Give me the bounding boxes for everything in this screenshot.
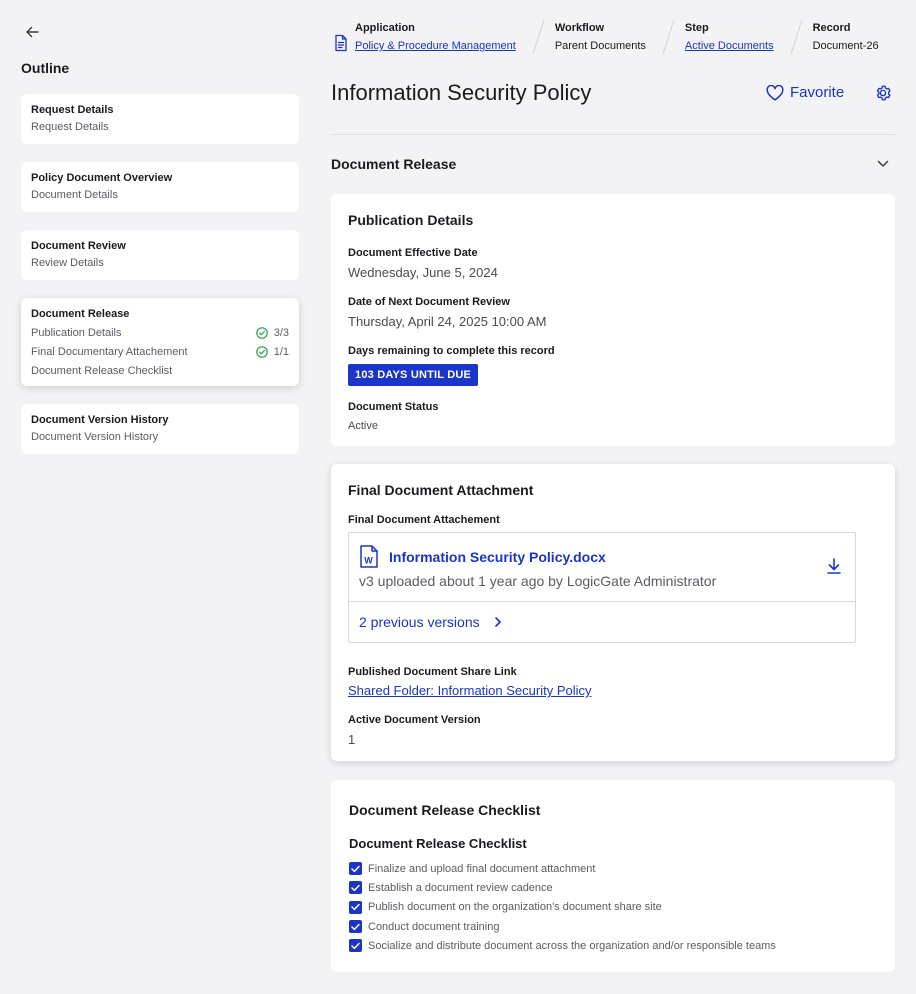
checkmark-icon bbox=[351, 865, 360, 873]
next-review-field bbox=[348, 295, 878, 330]
field-value: Thursday, April 24, 2025 10:00 AM bbox=[348, 314, 547, 329]
outline-subitem-release-checklist[interactable] bbox=[31, 364, 289, 378]
workflow-value: Parent Documents bbox=[554, 40, 646, 52]
field-label: Active Document Version bbox=[348, 714, 481, 726]
breadcrumb-label: Application bbox=[355, 22, 415, 34]
card-title: Publication Details bbox=[348, 212, 474, 228]
download-button[interactable] bbox=[825, 557, 843, 575]
checklist-item bbox=[349, 917, 877, 936]
breadcrumb-label: Workflow bbox=[554, 22, 605, 34]
outline-subitem-label: Document Release Checklist bbox=[31, 365, 173, 377]
checklist-item-label: Establish a document review cadence bbox=[368, 881, 553, 894]
completion-status bbox=[256, 326, 289, 340]
card-title: Final Document Attachment bbox=[348, 482, 534, 498]
breadcrumb-application bbox=[331, 20, 516, 56]
field-value: Wednesday, June 5, 2024 bbox=[348, 265, 498, 280]
days-remaining-field bbox=[348, 344, 878, 386]
field-label: Date of Next Document Review bbox=[348, 296, 510, 308]
checkbox-checked[interactable] bbox=[349, 862, 362, 875]
final-document-attachment-card bbox=[331, 464, 895, 761]
breadcrumb-separator bbox=[662, 20, 674, 54]
outline-title: Outline bbox=[21, 60, 70, 76]
heart-icon bbox=[766, 85, 784, 101]
outline-subitem-label: Publication Details bbox=[31, 327, 122, 339]
breadcrumb-label: Step bbox=[684, 22, 709, 34]
breadcrumb bbox=[331, 20, 879, 56]
breadcrumb-step bbox=[685, 20, 774, 56]
outline-subitem[interactable] bbox=[31, 120, 289, 134]
check-circle-icon bbox=[256, 346, 268, 358]
outline-item-title: Document Version History bbox=[31, 414, 169, 426]
outline-subitem-label: Final Documentary Attachement bbox=[31, 346, 188, 358]
back-button[interactable] bbox=[20, 20, 44, 44]
completion-status bbox=[256, 345, 289, 359]
outline-list bbox=[21, 94, 299, 472]
due-badge: 103 DAYS UNTIL DUE bbox=[348, 364, 478, 386]
outline-item-policy-document-overview[interactable] bbox=[21, 162, 299, 212]
outline-item-document-release[interactable] bbox=[21, 298, 299, 386]
breadcrumb-record bbox=[813, 20, 879, 56]
download-icon bbox=[825, 557, 843, 575]
word-document-icon bbox=[359, 545, 379, 568]
outline-item-title: Document Review bbox=[31, 240, 126, 252]
outline-item-title: Document Release bbox=[31, 308, 130, 320]
gear-icon bbox=[874, 84, 892, 102]
breadcrumb-separator bbox=[532, 20, 544, 54]
svg-text:W: W bbox=[364, 555, 373, 566]
checklist-item bbox=[349, 859, 877, 878]
arrow-left-icon bbox=[25, 25, 39, 39]
publication-details-card bbox=[331, 194, 895, 446]
outline-subitem-label: Document Version History bbox=[31, 431, 159, 443]
outline-subitem-final-attachment[interactable] bbox=[31, 345, 289, 359]
outline-subitem-label: Review Details bbox=[31, 257, 104, 269]
breadcrumb-label: Record bbox=[812, 22, 851, 34]
outline-item-title: Policy Document Overview bbox=[31, 172, 173, 184]
share-link-field bbox=[348, 665, 878, 699]
checklist bbox=[349, 859, 877, 955]
section-title: Document Release bbox=[331, 156, 457, 172]
checkbox-checked[interactable] bbox=[349, 881, 362, 894]
checkbox-checked[interactable] bbox=[349, 901, 362, 914]
file-current-version bbox=[349, 533, 855, 602]
active-version-field bbox=[348, 713, 878, 748]
chevron-right-icon bbox=[494, 616, 502, 628]
checkmark-icon bbox=[351, 942, 360, 950]
checkbox-checked[interactable] bbox=[349, 939, 362, 952]
favorite-label: Favorite bbox=[790, 84, 845, 101]
checkmark-icon bbox=[351, 903, 360, 911]
breadcrumb-separator bbox=[790, 20, 802, 54]
checkbox-checked[interactable] bbox=[349, 920, 362, 933]
effective-date-field bbox=[348, 246, 878, 281]
outline-item-document-version-history[interactable] bbox=[21, 404, 299, 454]
header-divider bbox=[331, 134, 895, 135]
check-circle-icon bbox=[256, 327, 268, 339]
previous-versions-link[interactable] bbox=[349, 602, 855, 642]
application-link[interactable]: Policy & Procedure Management bbox=[355, 40, 516, 52]
checklist-item-label: Conduct document training bbox=[368, 920, 500, 933]
file-name-link[interactable]: Information Security Policy.docx bbox=[389, 548, 606, 565]
release-checklist-card bbox=[331, 780, 895, 972]
field-label: Published Document Share Link bbox=[348, 666, 517, 678]
section-header-document-release[interactable] bbox=[331, 156, 895, 172]
outline-subitem[interactable] bbox=[31, 256, 289, 270]
checkmark-icon bbox=[351, 923, 360, 931]
settings-button[interactable] bbox=[874, 84, 892, 102]
outline-item-title: Request Details bbox=[31, 104, 114, 116]
checklist-item bbox=[349, 878, 877, 897]
outline-item-request-details[interactable] bbox=[21, 94, 299, 144]
previous-versions-label: 2 previous versions bbox=[359, 614, 480, 630]
outline-subitem[interactable] bbox=[31, 188, 289, 202]
breadcrumb-workflow bbox=[555, 20, 646, 56]
field-label: Document Status bbox=[348, 401, 439, 413]
page-title: Information Security Policy bbox=[331, 80, 592, 105]
record-value: Document-26 bbox=[812, 40, 879, 52]
document-status-field bbox=[348, 400, 878, 434]
checklist-item-label: Finalize and upload final document attachment bbox=[368, 862, 596, 875]
favorite-button[interactable] bbox=[766, 84, 844, 101]
step-link[interactable]: Active Documents bbox=[684, 40, 774, 52]
checklist-item bbox=[349, 936, 877, 955]
outline-subitem-label: Document Details bbox=[31, 189, 118, 201]
checkmark-icon bbox=[351, 884, 360, 892]
file-meta: v3 uploaded about 1 year ago by LogicGate Administrator bbox=[359, 573, 717, 589]
card-title: Document Release Checklist bbox=[349, 802, 541, 818]
completion-count: 1/1 bbox=[273, 346, 289, 358]
field-value: 1 bbox=[348, 732, 356, 747]
outline-subitem-label: Request Details bbox=[31, 121, 109, 133]
completion-count: 3/3 bbox=[273, 327, 289, 339]
checklist-item-label: Socialize and distribute document across the organization and/or responsible teams bbox=[368, 939, 776, 952]
field-label: Days remaining to complete this record bbox=[348, 345, 555, 357]
checklist-item-label: Publish document on the organization's document share site bbox=[368, 901, 662, 914]
field-value: Active bbox=[348, 420, 378, 432]
checklist-subtitle: Document Release Checklist bbox=[349, 836, 527, 851]
document-icon bbox=[331, 34, 351, 52]
chevron-down-icon[interactable] bbox=[877, 160, 889, 168]
outline-item-document-review[interactable] bbox=[21, 230, 299, 280]
checklist-item bbox=[349, 898, 877, 917]
share-folder-link[interactable]: Shared Folder: Information Security Policy bbox=[348, 683, 592, 698]
file-attachment bbox=[348, 532, 856, 643]
outline-subitem-publication-details[interactable] bbox=[31, 326, 289, 340]
field-label: Document Effective Date bbox=[348, 247, 478, 259]
outline-subitem[interactable] bbox=[31, 430, 289, 444]
field-label: Final Document Attachement bbox=[348, 514, 500, 526]
